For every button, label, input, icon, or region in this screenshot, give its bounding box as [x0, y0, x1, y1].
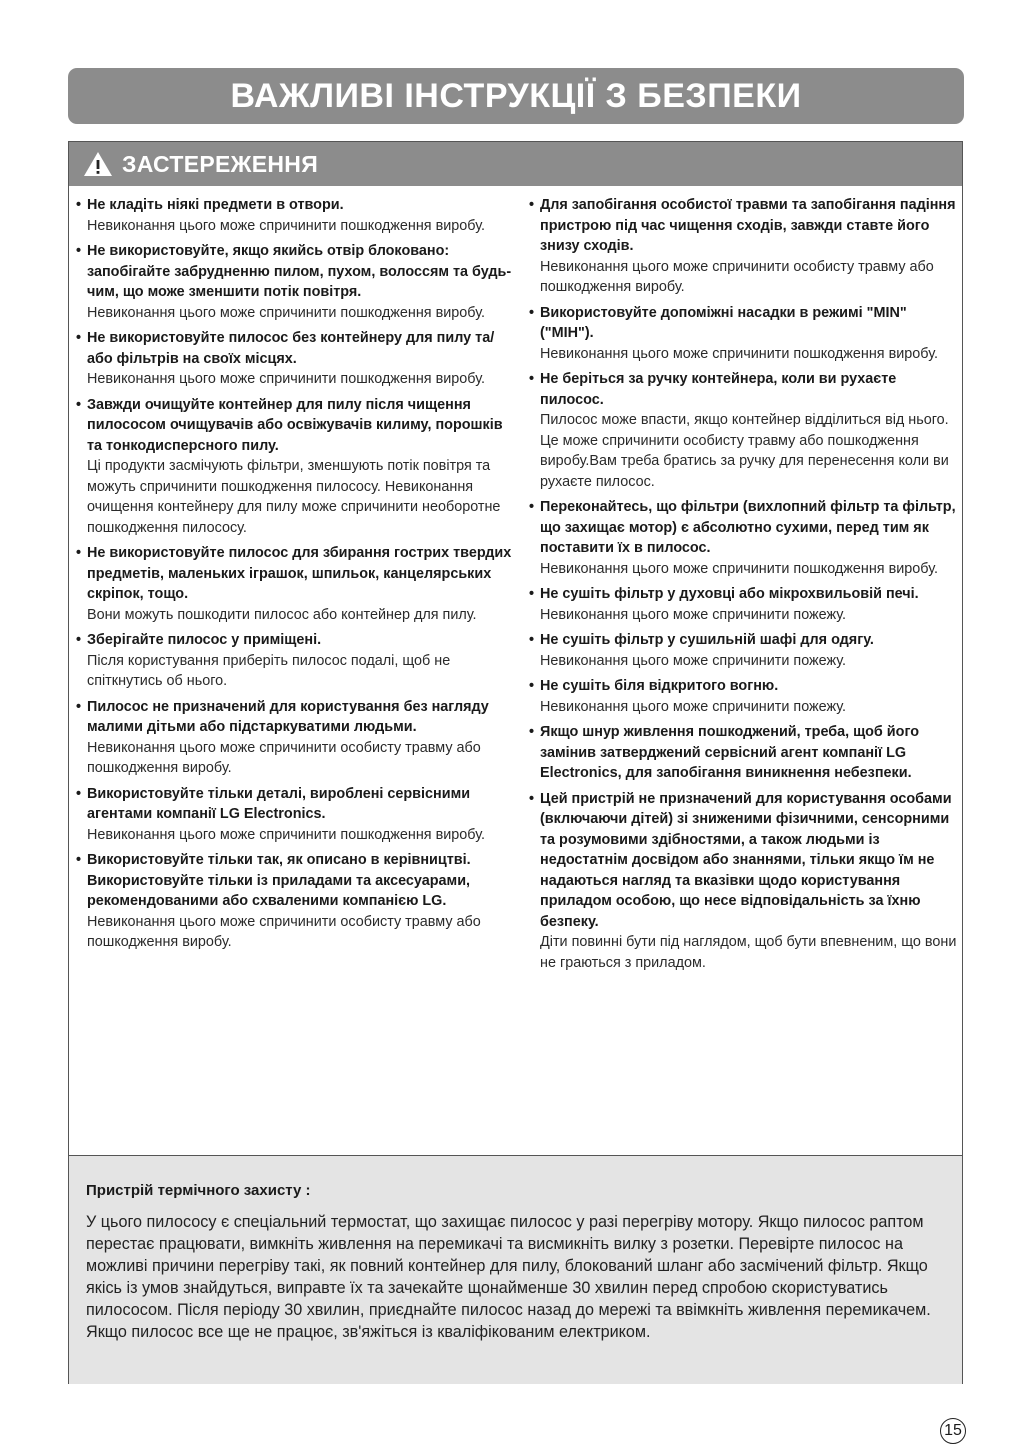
warning-item-heading: Використовуйте тільки так, як описано в керівництві. Використовуйте тільки із приладами та аксесуарами, рекомендованими або схваленими компанією LG.	[87, 852, 471, 909]
warning-item-heading: Не сушіть фільтр у духовці або мікрохвильовій печі.	[540, 586, 919, 602]
warning-item	[529, 584, 957, 625]
warning-item-body: Невиконання цього може спричинити пошкодження виробу.	[540, 560, 938, 577]
bullet-icon: •	[76, 698, 82, 715]
page-title: ВАЖЛИВІ ІНСТРУКЦІЇ З БЕЗПЕКИ	[230, 76, 802, 115]
bullet-icon: •	[529, 586, 535, 602]
note-title: Пристрій термічного захисту :	[86, 1182, 311, 1199]
warning-item	[529, 676, 957, 717]
warning-item-body: Невиконання цього може спричинити пошкодження виробу.	[87, 217, 485, 234]
warning-item	[76, 395, 512, 539]
warning-item-body: Невиконання цього може спричинити особисту травму або пошкодження виробу.	[87, 913, 481, 950]
warning-item	[529, 789, 957, 974]
bullet-icon: •	[529, 304, 535, 321]
note-body: У цього пилососу є спеціальний термостат, що захищає пилосос у разі перегріву мотору. Якщо пилосос раптом перестає працювати, вимкніть живлення на перемикачі та висмикніть вилку з розетки. Перевірте пилосос на можливі причини перегріву такі, як повний контейнер для пилу, блокований шланг або засмічений фільтр. Якщо якісь із умов знайдуться, виправте їх та зачекайте щонайменше 30 хвилин перед спробою скористуватись пилососом. Після періоду 30 хвилин, приєднайте пилосос назад до мережі та ввімкніть живлення перемикачем. Якщо пилосос все ще не працює, зв'яжіться із кваліфікованим електриком.	[86, 1213, 931, 1341]
left-column	[76, 195, 512, 958]
warning-item-body: Невиконання цього може спричинити пошкодження виробу.	[540, 345, 938, 362]
warning-item	[76, 850, 512, 953]
warning-item	[529, 722, 957, 784]
warning-item-heading: Використовуйте допоміжні насадки в режимі "MIN" ("МІН").	[540, 304, 907, 341]
warning-item-heading: Цей пристрій не призначений для користування особами (включаючи дітей) зі зниженими фізичними, сенсорними та розумовими здібностями, а також людьми із недостатнім досвідом або знаннями, тільки якщо їм не надаються нагляд та вказівки щодо користування приладом особою, що несе відповідальність за їхню безпеку.	[540, 790, 952, 930]
warning-item	[529, 630, 957, 671]
warning-item	[529, 369, 957, 492]
warning-item	[76, 328, 512, 390]
warning-item-heading: Не сушіть біля відкритого вогню.	[540, 678, 779, 694]
warning-item-heading: Завжди очищуйте контейнер для пилу після чищення пилососом очищувачів або освіжувачів килиму, порошків та тонкодисперсного пилу.	[87, 396, 503, 454]
bullet-icon: •	[76, 852, 82, 868]
bullet-icon: •	[529, 371, 535, 387]
warning-item	[76, 195, 512, 236]
warning-item-heading: Не сушіть фільтр у сушильній шафі для одягу.	[540, 632, 874, 648]
bullet-icon: •	[529, 632, 535, 648]
bullet-icon: •	[76, 330, 82, 346]
bullet-icon: •	[76, 396, 82, 413]
warning-item-heading: Переконайтесь, що фільтри (вихлопний фільтр та фільтр, що захищає мотор) є абсолютно сухими, перед тим як поставити їх в пилосос.	[540, 499, 956, 556]
warning-item-body: Невиконання цього може спричинити пошкодження виробу.	[87, 826, 485, 843]
bullet-icon: •	[529, 790, 535, 807]
warning-item-body: Після користування приберіть пилосос подалі, щоб не спіткнутись об нього.	[87, 652, 451, 689]
thermal-protection-note	[69, 1155, 962, 1384]
warning-item-body: Невиконання цього може спричинити пошкодження виробу.	[87, 304, 485, 321]
warning-item-heading: Для запобігання особистої травми та запобігання падіння пристрою під час чищення сходів, завжди ставте його знизу сходів.	[540, 197, 956, 254]
warning-item	[76, 543, 512, 625]
bullet-icon: •	[76, 197, 82, 213]
bullet-icon: •	[76, 632, 82, 648]
warning-item-body: Невиконання цього може спричинити особисту травму або пошкодження виробу.	[87, 739, 481, 776]
bullet-icon: •	[529, 499, 535, 515]
warning-item-heading: Не кладіть ніякі предмети в отвори.	[87, 197, 344, 213]
warning-item	[529, 303, 957, 365]
warning-item-heading: Зберігайте пилосос у приміщені.	[87, 632, 322, 648]
warning-item-body: Ці продукти засмічують фільтри, зменшують потік повітря та можуть спричинити пошкодження пилососу. Невиконання очищення контейнеру для пилу може спричинити необоротне пошкодження пилососу.	[87, 458, 501, 536]
warning-triangle-icon	[83, 151, 113, 177]
warning-item-body: Вони можуть пошкодити пилосос або контейнер для пилу.	[87, 606, 477, 623]
warning-item-body: Пилосос може впасти, якщо контейнер відділиться від нього. Це може спричинити особисту травму або пошкодження виробу.Вам треба братись за ручку для перенесення коли ви рухаєте пилосос.	[540, 412, 949, 490]
bullet-icon: •	[76, 785, 82, 802]
warning-frame	[68, 141, 963, 1384]
warning-item-body: Невиконання цього може спричинити пожежу.	[540, 606, 847, 623]
right-column	[529, 195, 957, 978]
warning-item-body: Невиконання цього може спричинити пожежу.	[540, 652, 847, 669]
bullet-icon: •	[76, 545, 82, 561]
warning-item-heading: Якщо шнур живлення пошкоджений, треба, щоб його замінив затверджений сервісний агент компанії LG Electronics, для запобігання виникнення небезпеки.	[540, 724, 920, 781]
bullet-icon: •	[76, 243, 82, 259]
warning-item-heading: Пилосос не призначений для користування без нагляду малими дітьми або підстаркуватими людьми.	[87, 698, 489, 735]
warning-item-body: Діти повинні бути під наглядом, щоб бути впевненим, що вони не граються з приладом.	[540, 934, 957, 971]
warning-header	[69, 142, 962, 186]
warning-heading: ЗАСТЕРЕЖЕННЯ	[122, 150, 319, 177]
warning-item-body: Невиконання цього може спричинити пожежу.	[540, 698, 847, 715]
warning-item-heading: Не використовуйте пилосос без контейнеру для пилу та/або фільтрів на своїх місцях.	[87, 330, 495, 367]
warning-item	[529, 497, 957, 579]
page-number: 15	[940, 1418, 966, 1444]
warning-item	[76, 697, 512, 779]
warning-item	[76, 241, 512, 323]
warning-item-heading: Використовуйте тільки деталі, вироблені сервісними агентами компанії LG Electronics.	[87, 785, 471, 822]
bullet-icon: •	[529, 197, 535, 213]
warning-item-heading: Не беріться за ручку контейнера, коли ви рухаєте пилосос.	[540, 371, 897, 408]
warning-item-body: Невиконання цього може спричинити особисту травму або пошкодження виробу.	[540, 258, 934, 295]
warning-item	[76, 784, 512, 846]
bullet-icon: •	[529, 678, 535, 694]
warning-item-heading: Не використовуйте, якщо якийсь отвір блоковано: запобігайте забрудненню пилом, пухом, волоссям та будь-чим, що може зменшити потік повітря.	[87, 243, 512, 300]
title-bar	[68, 68, 964, 124]
warning-item	[529, 195, 957, 298]
warning-item-heading: Не використовуйте пилосос для збирання гострих твердих предметів, маленьких іграшок, шпильок, канцелярських скріпок, тощо.	[87, 545, 512, 602]
warning-item-body: Невиконання цього може спричинити пошкодження виробу.	[87, 371, 485, 387]
warning-item	[76, 630, 512, 692]
bullet-icon: •	[529, 724, 535, 740]
